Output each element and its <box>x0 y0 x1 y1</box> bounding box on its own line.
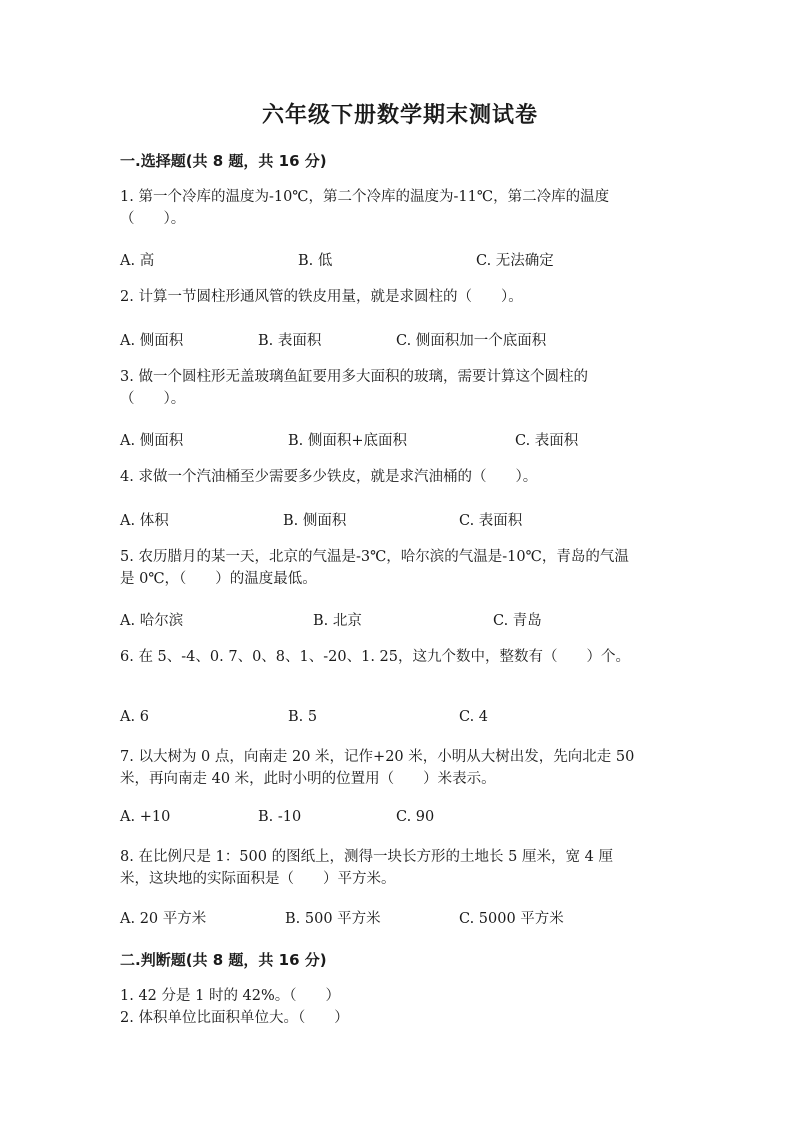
option-c: C. 侧面积加一个底面积 <box>396 333 547 349</box>
section-heading-choice: 一.选择题(共 8 题，共 16 分) <box>120 152 327 170</box>
question-text: 3. 做一个圆柱形无盖玻璃鱼缸要用多大面积的玻璃，需要计算这个圆柱的 <box>120 369 588 385</box>
question-text: 是 0℃，（ ）的温度最低。 <box>120 571 317 587</box>
question-5 <box>120 546 680 590</box>
option-c: C. 4 <box>459 709 489 725</box>
question-text: 1. 第一个冷库的温度为-10℃，第二个冷库的温度为-11℃，第二冷库的温度 <box>120 189 610 205</box>
section-heading-judgment: 二.判断题(共 8 题，共 16 分) <box>120 951 327 969</box>
option-b: B. 北京 <box>313 613 362 629</box>
question-1 <box>120 186 680 230</box>
option-b: B. 5 <box>288 709 318 725</box>
option-c: C. 青岛 <box>493 613 542 629</box>
option-a: A. 高 <box>120 253 155 269</box>
question-8 <box>120 846 680 890</box>
option-a: A. +10 <box>120 809 171 825</box>
question-text: 5. 农历腊月的某一天，北京的气温是-3℃，哈尔滨的气温是-10℃，青岛的气温 <box>120 549 629 565</box>
question-text: 米，再向南走 40 米，此时小明的位置用（ ）米表示。 <box>120 771 496 787</box>
judgment-item: 2. 体积单位比面积单位大。（ ） <box>120 1010 349 1026</box>
question-text: 8. 在比例尺是 1：500 的图纸上，测得一块长方形的土地长 5 厘米，宽 4 厘 <box>120 849 613 865</box>
option-c: C. 90 <box>396 809 435 825</box>
option-a: A. 侧面积 <box>120 433 184 449</box>
question-text: （ ）。 <box>120 211 186 227</box>
option-c: C. 5000 平方米 <box>459 911 564 927</box>
option-c: C. 表面积 <box>515 433 579 449</box>
question-text: 2. 计算一节圆柱形通风管的铁皮用量，就是求圆柱的（ ）。 <box>120 289 523 305</box>
question-text: 4. 求做一个汽油桶至少需要多少铁皮，就是求汽油桶的（ ）。 <box>120 469 538 485</box>
option-b: B. 侧面积 <box>283 513 347 529</box>
judgment-item: 1. 42 分是 1 时的 42%。（ ） <box>120 988 341 1004</box>
question-7 <box>120 746 680 790</box>
question-2 <box>120 286 680 308</box>
judgment-list <box>120 985 680 1029</box>
option-a: A. 体积 <box>120 513 169 529</box>
option-b: B. 侧面积+底面积 <box>288 433 408 449</box>
question-text: 米，这块地的实际面积是（ ）平方米。 <box>120 871 396 887</box>
page-title: 六年级下册数学期末测试卷 <box>261 102 538 128</box>
question-4 <box>120 466 680 488</box>
option-a: A. 侧面积 <box>120 333 184 349</box>
option-b: B. -10 <box>258 809 302 825</box>
option-a: A. 6 <box>120 709 149 725</box>
option-b: B. 低 <box>298 253 333 269</box>
question-text: 7. 以大树为 0 点，向南走 20 米，记作+20 米，小明从大树出发，先向北走 50 <box>120 749 635 765</box>
option-a: A. 哈尔滨 <box>120 613 184 629</box>
option-b: B. 500 平方米 <box>285 911 381 927</box>
question-text: 6. 在 5、-4、0. 7、0、8、1、-20、1. 25，这九个数中，整数有（ ）个。 <box>120 649 630 665</box>
question-3 <box>120 366 680 410</box>
option-a: A. 20 平方米 <box>120 911 207 927</box>
question-6 <box>120 646 680 668</box>
option-c: C. 表面积 <box>459 513 523 529</box>
question-text: （ ）。 <box>120 391 186 407</box>
option-c: C. 无法确定 <box>476 253 554 269</box>
option-b: B. 表面积 <box>258 333 322 349</box>
